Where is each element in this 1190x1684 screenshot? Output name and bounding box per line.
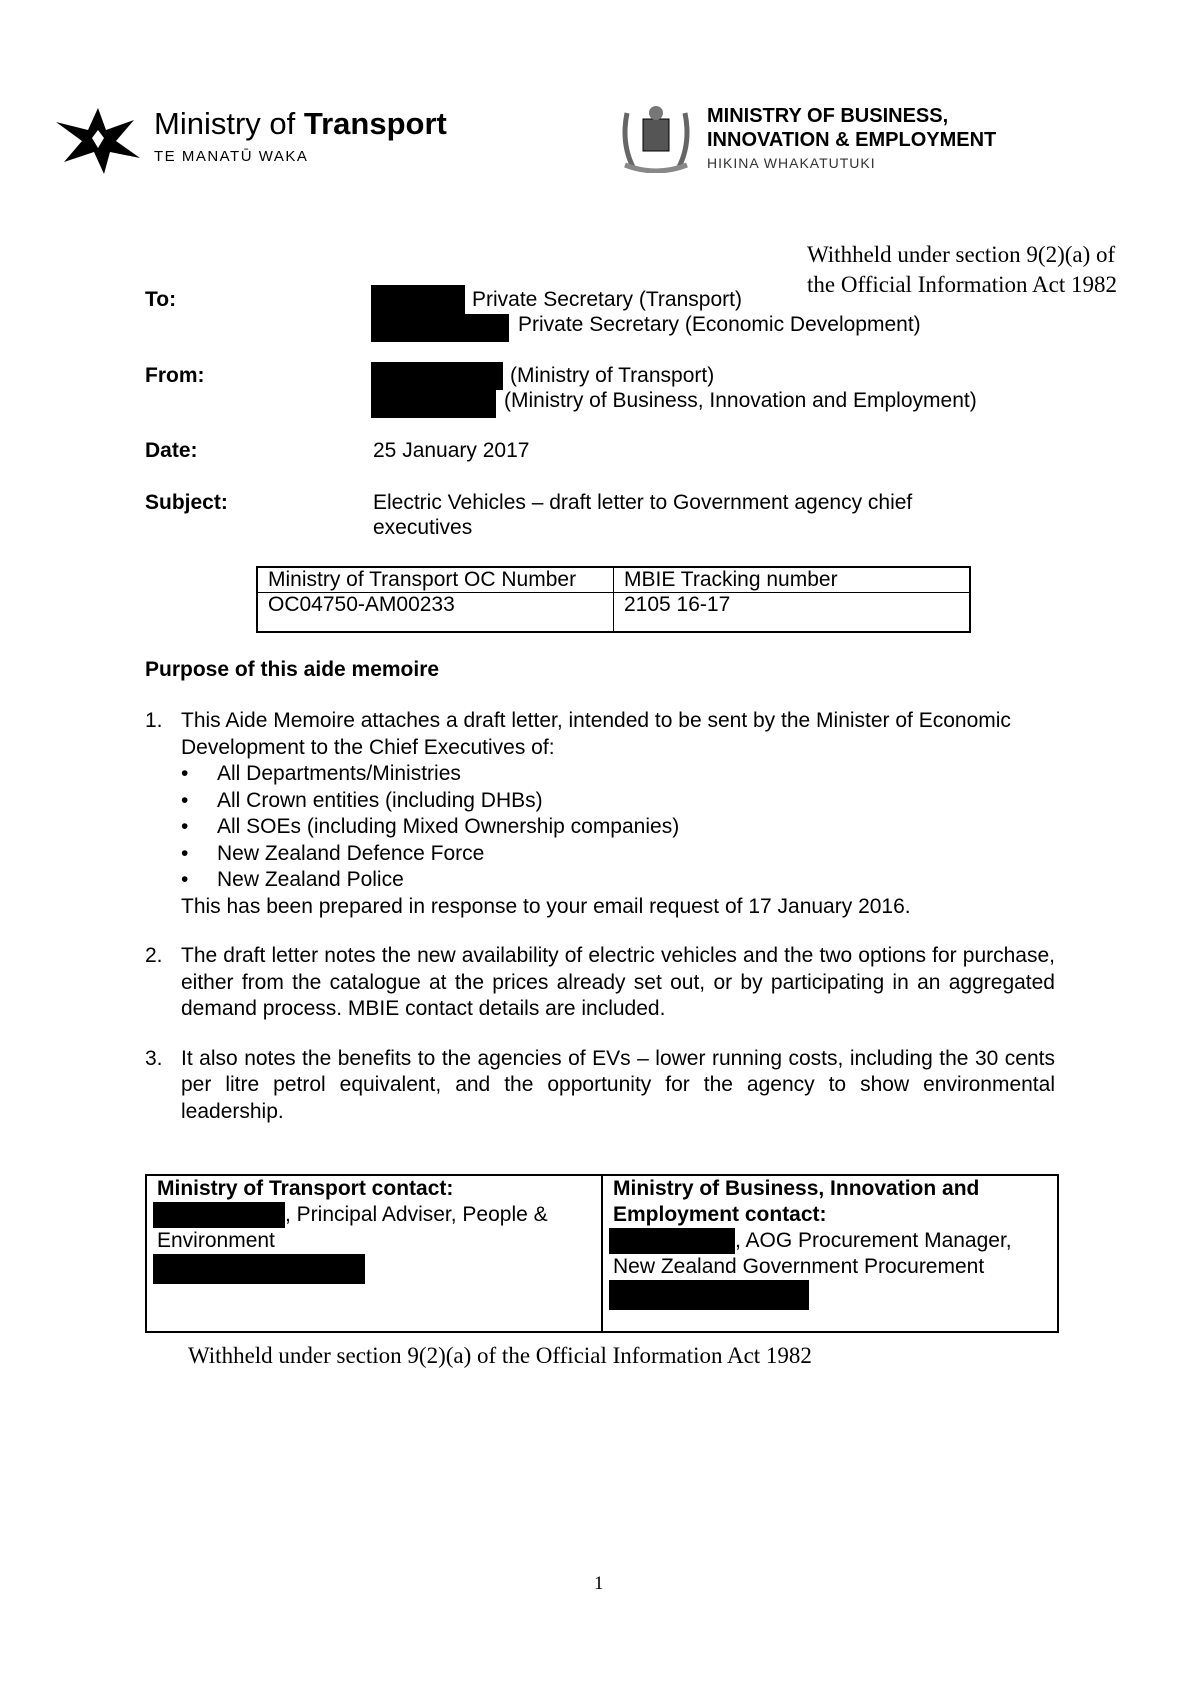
bullet-item: • New Zealand Police bbox=[181, 867, 1091, 894]
contact-role: , Principal Adviser, People & bbox=[285, 1203, 548, 1226]
redaction bbox=[371, 390, 496, 418]
item-text: It also notes the benefits to the agencies of EVs – lower running costs, including the 30 cents per litre petrol equivalent, and the opportunity for the agency to show environmental leadership. bbox=[181, 1046, 1055, 1123]
redaction bbox=[609, 1228, 735, 1254]
mbie-subtitle: HIKINA WHAKATUTUKI bbox=[707, 155, 876, 171]
bullet-item: • All Departments/Ministries bbox=[181, 761, 1091, 788]
item-number: 2. bbox=[145, 944, 163, 967]
subject-value: Electric Vehicles – draft letter to Government agency chief bbox=[373, 491, 913, 514]
redaction bbox=[609, 1280, 809, 1310]
to-label: To: bbox=[145, 288, 177, 311]
mbie-name-line2: INNOVATION & EMPLOYMENT bbox=[707, 129, 997, 151]
item-text: The draft letter notes the new availability of electric vehicles and the two options for purchase, either from the catalogue at the prices already set out, or by participating in an aggregated demand process. MBIE contact details are included. bbox=[181, 944, 1055, 1020]
contact-heading: Ministry of Business, Innovation and bbox=[613, 1177, 980, 1200]
redaction bbox=[371, 362, 503, 390]
to-recipient: Private Secretary (Transport) bbox=[472, 288, 742, 311]
coat-of-arms-icon bbox=[617, 103, 695, 173]
list-item bbox=[145, 943, 1055, 1023]
to-recipient: Private Secretary (Economic Development) bbox=[518, 313, 921, 336]
redaction bbox=[371, 285, 465, 314]
page-number: 1 bbox=[594, 1573, 604, 1594]
section-heading: Purpose of this aide memoire bbox=[145, 658, 440, 681]
withheld-notice-top: Withheld under section 9(2)(a) of bbox=[807, 242, 1116, 267]
item-text: This Aide Memoire attaches a draft letter, intended to be sent by the Minister of Economic Development to the Chief Executives of: bbox=[181, 709, 1011, 759]
table-header: MBIE Tracking number bbox=[614, 567, 971, 593]
date-value: 25 January 2017 bbox=[373, 439, 530, 462]
subject-label: Subject: bbox=[145, 491, 228, 514]
contact-heading: Ministry of Transport contact: bbox=[157, 1177, 454, 1200]
purpose-list bbox=[145, 708, 1055, 1125]
contact-heading: Employment contact: bbox=[613, 1203, 827, 1226]
mot-name-bold: Transport bbox=[303, 106, 447, 141]
contacts-table bbox=[145, 1174, 1059, 1333]
table-header: Ministry of Transport OC Number bbox=[257, 567, 614, 593]
withheld-notice-top: the Official Information Act 1982 bbox=[807, 272, 1117, 297]
contact-role: New Zealand Government Procurement bbox=[613, 1255, 985, 1278]
mot-subtitle: TE MANATŪ WAKA bbox=[154, 148, 309, 165]
item-text: This has been prepared in response to your email request of 17 January 2016. bbox=[181, 894, 911, 918]
reference-numbers-table bbox=[256, 566, 971, 633]
table-cell: OC04750-AM00233 bbox=[257, 593, 614, 633]
redaction bbox=[153, 1202, 285, 1228]
mot-contact bbox=[147, 1176, 601, 1331]
from-label: From: bbox=[145, 364, 205, 387]
from-sender: (Ministry of Business, Innovation and Employment) bbox=[504, 389, 977, 412]
bullet-item: • New Zealand Defence Force bbox=[181, 841, 1091, 868]
subject-value: executives bbox=[373, 516, 473, 539]
table-cell: 2105 16-17 bbox=[614, 593, 971, 633]
list-item bbox=[145, 708, 1091, 920]
item-number: 3. bbox=[145, 1046, 163, 1070]
bullet-item: • All SOEs (including Mixed Ownership companies) bbox=[181, 814, 1091, 841]
withheld-notice-bottom: Withheld under section 9(2)(a) of the Official Information Act 1982 bbox=[188, 1343, 812, 1368]
redaction bbox=[371, 314, 509, 342]
date-label: Date: bbox=[145, 439, 198, 462]
list-item bbox=[145, 1046, 1055, 1126]
item-number: 1. bbox=[145, 709, 163, 732]
mbie-name-line1: MINISTRY OF BUSINESS, bbox=[707, 105, 949, 127]
contact-role: , AOG Procurement Manager, bbox=[735, 1229, 1012, 1252]
contact-role: Environment bbox=[157, 1229, 275, 1252]
mot-star-icon bbox=[54, 108, 142, 174]
bullet-item: • All Crown entities (including DHBs) bbox=[181, 788, 1091, 815]
from-sender: (Ministry of Transport) bbox=[510, 364, 715, 387]
mbie-contact bbox=[601, 1176, 1057, 1331]
mot-name: Ministry of bbox=[154, 106, 296, 141]
redaction bbox=[153, 1254, 365, 1284]
